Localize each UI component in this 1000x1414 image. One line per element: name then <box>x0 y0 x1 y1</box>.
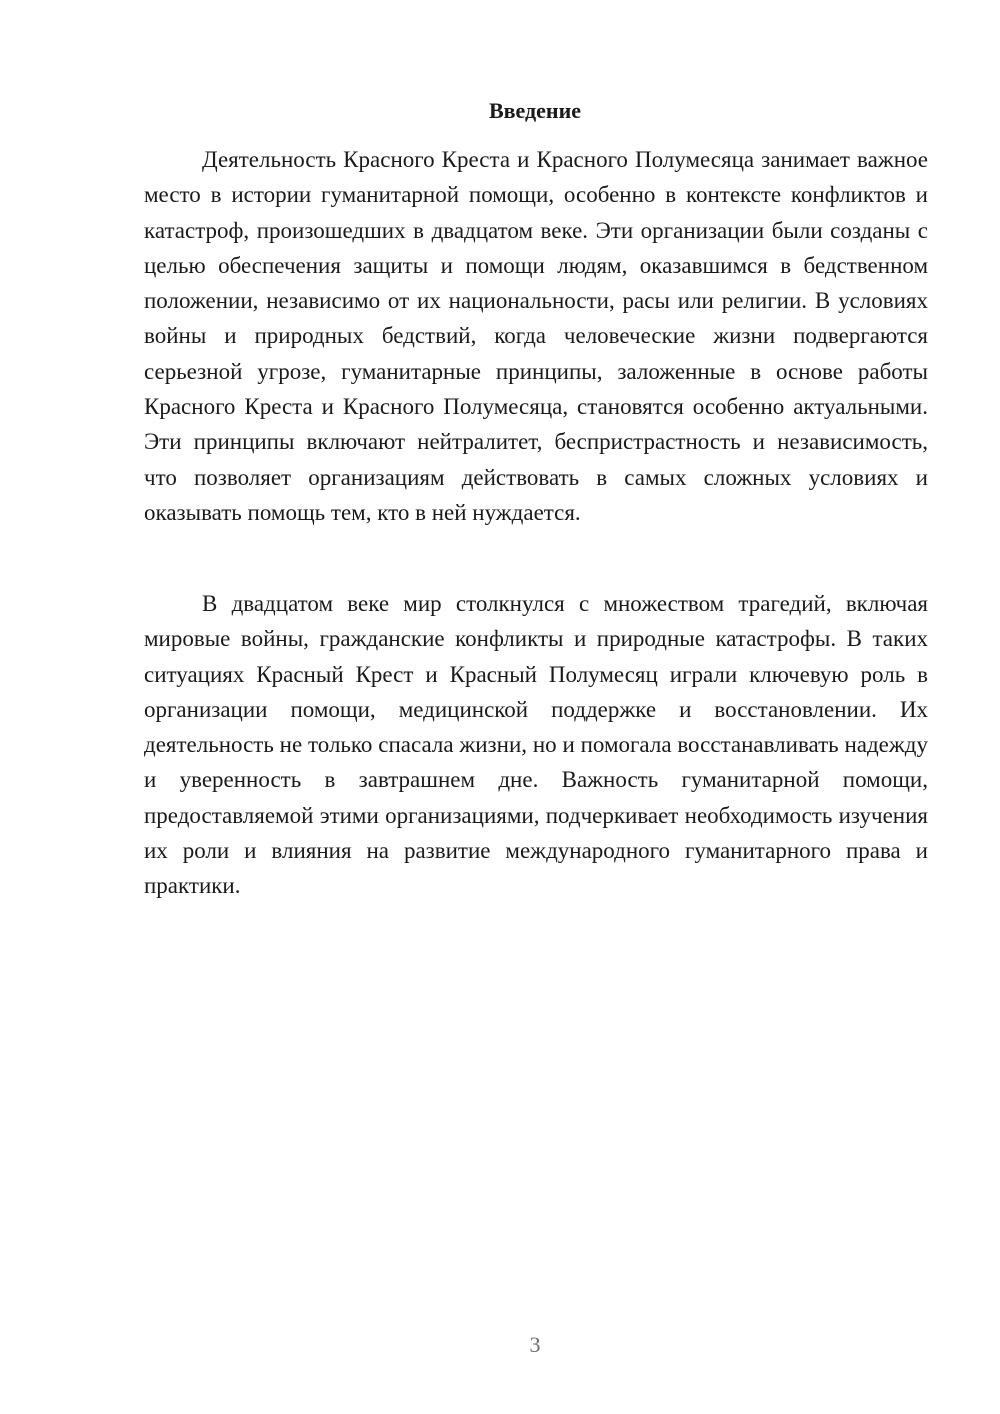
section-heading: Введение <box>488 98 582 123</box>
paragraph-1: Деятельность Красного Креста и Красного Полумесяца занимает важное место в истории гуманитарной помощи, особенно в контексте конфликтов и катастроф, произошедших в двадцатом веке. Эти организации были созданы с целью обеспечения защиты и помощи людям, оказавшимся в бедственном положении, независимо от их национальности, расы или религии. В условиях войны и природных бедствий, когда человеческие жизни подвергаются серьезной угрозе, гуманитарные принципы, заложенные в основе работы Красного Креста и Красного Полумесяца, становятся особенно актуальными. Эти принципы включают нейтралитет, беспристрастность и независимость, что позволяет организациям действовать в самых сложных условиях и оказывать помощь тем, кто в ней нуждается. <box>144 147 928 525</box>
page-number: 3 <box>529 1332 541 1357</box>
paragraph-2: В двадцатом веке мир столкнулся с множеством трагедий, включая мировые войны, гражданские конфликты и природные катастрофы. В таких ситуациях Красный Крест и Красный Полумесяц играли ключевую роль в организации помощи, медицинской поддержке и восстановлении. Их деятельность не только спасала жизни, но и помогала восстанавливать надежду и уверенность в завтрашнем дне. Важность гуманитарной помощи, предоставляемой этими организациями, подчеркивает необходимость изучения их роли и влияния на развитие международного гуманитарного права и практики. <box>144 591 928 899</box>
